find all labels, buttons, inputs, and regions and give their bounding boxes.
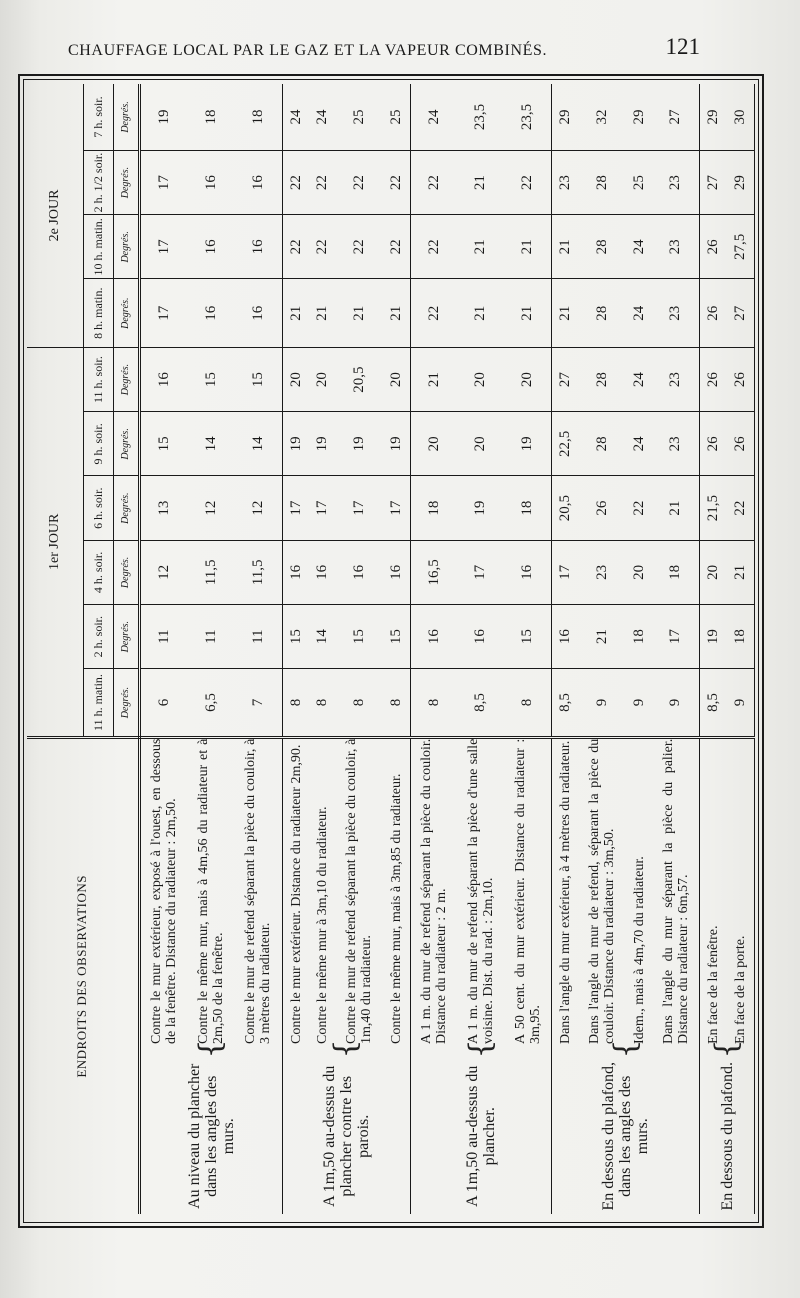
- temperature-cell: 12: [235, 476, 283, 540]
- temperature-cell: 11: [235, 605, 283, 669]
- temperature-cell: 21: [458, 279, 505, 347]
- unit-label: Degrés.: [113, 669, 139, 737]
- temperature-cell: 26: [727, 347, 754, 411]
- temperature-cell: 21: [410, 347, 458, 411]
- temperature-cell: 28: [579, 150, 626, 214]
- temperature-cell: 18: [727, 605, 754, 669]
- temperature-cell: 20: [383, 347, 410, 411]
- location-description: Dans l'angle du mur séparant la pièce du palier. Distance du radiateur : 6m,57.: [652, 737, 700, 1044]
- temperature-cell: 24: [626, 412, 652, 476]
- temperature-cell: 20: [310, 347, 336, 411]
- temperature-cell: 16: [188, 150, 235, 214]
- temperature-cell: 16: [235, 279, 283, 347]
- temperature-cell: 19: [383, 412, 410, 476]
- unit-label: Degrés.: [113, 540, 139, 604]
- header-day-1: 1er JOUR: [27, 347, 83, 737]
- temperature-cell: 15: [504, 605, 552, 669]
- page-header: [60, 34, 700, 66]
- page-number: 121: [665, 34, 700, 59]
- group-brace: {: [282, 1044, 410, 1059]
- unit-label: Degrés.: [113, 215, 139, 279]
- location-description: Contre le mur de refend séparant la pièce du couloir, à 1m,40 du radiateur.: [336, 737, 383, 1044]
- unit-label: Degrés.: [113, 279, 139, 347]
- temperature-cell: 16: [504, 540, 552, 604]
- temperature-cell: 16: [282, 540, 309, 604]
- header-time-5: 11 h. soir.: [83, 347, 113, 411]
- temperature-cell: 24: [287, 109, 304, 125]
- temperature-cell: 21: [336, 279, 383, 347]
- temperature-cell: 18: [410, 476, 458, 540]
- group-brace: {: [410, 1044, 552, 1059]
- temperature-cell: 21: [458, 215, 505, 279]
- temperature-cell: 23: [652, 412, 700, 476]
- temperature-cell: 20,5: [336, 347, 383, 411]
- temperature-cell: 22: [410, 279, 458, 347]
- header-time-6: 8 h. matin.: [83, 279, 113, 347]
- unit-label: Degrés.: [113, 476, 139, 540]
- temperature-cell: 22: [383, 150, 410, 214]
- temperature-cell: 15: [139, 412, 188, 476]
- temperature-cell: 26: [700, 347, 727, 411]
- temperature-cell: 19: [310, 412, 336, 476]
- temperature-cell: 16,5: [410, 540, 458, 604]
- temperature-cell: 21: [652, 476, 700, 540]
- header-day-2: 2e JOUR: [27, 84, 83, 347]
- temperature-cell: 23: [652, 347, 700, 411]
- temperature-cell: 29: [727, 150, 754, 214]
- temperature-cell: 18: [504, 476, 552, 540]
- observations-table: [27, 84, 755, 1214]
- temperature-cell: 20: [700, 540, 727, 604]
- temperature-cell: 27: [652, 84, 700, 150]
- temperature-cell: 23: [652, 150, 700, 214]
- group-label: A 1m,50 au-dessus du plancher.: [410, 1059, 552, 1214]
- location-description: Contre le même mur à 3m,10 du radiateur.: [310, 737, 336, 1044]
- temperature-cell: 8,5: [700, 669, 727, 737]
- group-label: Au niveau du plancher dans les angles des murs.: [139, 1059, 282, 1214]
- temperature-cell: 14: [310, 605, 336, 669]
- temperature-cell: 9: [727, 669, 754, 737]
- temperature-cell: 13: [139, 476, 188, 540]
- temperature-cell: 18: [652, 540, 700, 604]
- temperature-cell: 22: [336, 150, 383, 214]
- header-time-1: 2 h. soir.: [83, 605, 113, 669]
- header-time-7: 10 h. matin.: [83, 215, 113, 279]
- temperature-cell: 20: [458, 347, 505, 411]
- header-places: ENDROITS DES OBSERVATIONS: [27, 737, 139, 1214]
- header-time-4: 9 h. soir.: [83, 412, 113, 476]
- temperature-cell: 21: [458, 150, 505, 214]
- temperature-cell: 21: [504, 279, 552, 347]
- location-description: Contre le mur de refend séparant la pièce du couloir, à 3 mètres du radiateur.: [235, 737, 283, 1044]
- temperature-cell: 15: [336, 605, 383, 669]
- temperature-cell: 21: [579, 605, 626, 669]
- location-description: En face de la porte.: [727, 737, 754, 1044]
- temperature-cell: 22,5: [552, 412, 579, 476]
- group-label: A 1m,50 au-dessus du plancher contre les parois.: [282, 1059, 410, 1214]
- temperature-cell: 24: [425, 109, 442, 125]
- header-time-3: 6 h. soir.: [83, 476, 113, 540]
- temperature-cell: 22: [310, 215, 336, 279]
- group-label: En dessous du plafond.: [700, 1059, 755, 1214]
- temperature-cell: 20: [626, 540, 652, 604]
- header-time-2: 4 h. soir.: [83, 540, 113, 604]
- location-description: Contre le même mur, mais à 4m,56 du radiateur et à 2m,50 de la fenêtre.: [188, 737, 235, 1044]
- rotated-table-container: [27, 84, 755, 1214]
- temperature-cell: 19: [504, 412, 552, 476]
- temperature-cell: 17: [282, 476, 309, 540]
- temperature-cell: 23,5: [504, 84, 552, 150]
- group-brace: {: [700, 1044, 755, 1059]
- temperature-cell: 29: [557, 109, 574, 125]
- temperature-cell: 22: [336, 215, 383, 279]
- temperature-cell: 21: [727, 540, 754, 604]
- temperature-cell: 16: [310, 540, 336, 604]
- temperature-cell: 8: [282, 669, 309, 737]
- temperature-cell: 23: [552, 150, 579, 214]
- temperature-cell: 17: [552, 540, 579, 604]
- location-description: Contre le mur extérieur. Distance du radiateur 2m,90.: [282, 737, 309, 1044]
- temperature-cell: 22: [282, 215, 309, 279]
- temperature-cell: 21: [310, 279, 336, 347]
- temperature-cell: 15: [235, 347, 283, 411]
- temperature-cell: 22: [410, 150, 458, 214]
- temperature-cell: 32: [593, 109, 610, 125]
- temperature-cell: 11,5: [188, 540, 235, 604]
- temperature-cell: 22: [410, 215, 458, 279]
- temperature-cell: 9: [626, 669, 652, 737]
- header-time-9: 7 h. soir.: [83, 84, 113, 150]
- temperature-cell: 19: [282, 412, 309, 476]
- temperature-cell: 16: [410, 605, 458, 669]
- temperature-cell: 22: [383, 215, 410, 279]
- temperature-cell: 20,5: [552, 476, 579, 540]
- unit-label: Degrés.: [113, 347, 139, 411]
- temperature-cell: 8: [310, 669, 336, 737]
- group-brace: {: [139, 1044, 282, 1059]
- temperature-cell: 17: [139, 215, 188, 279]
- temperature-cell: 16: [336, 540, 383, 604]
- temperature-cell: 22: [310, 150, 336, 214]
- temperature-cell: 18: [626, 605, 652, 669]
- temperature-cell: 8: [504, 669, 552, 737]
- temperature-cell: 17: [139, 150, 188, 214]
- temperature-cell: 29: [705, 109, 722, 125]
- unit-label: Degrés.: [113, 605, 139, 669]
- temperature-cell: 22: [626, 476, 652, 540]
- table-row: [139, 84, 188, 1214]
- temperature-cell: 25: [350, 109, 367, 125]
- location-description: En face de la fenêtre.: [700, 737, 727, 1044]
- temperature-cell: 21: [552, 279, 579, 347]
- location-description: Dans l'angle du mur de refend, séparant la pièce du couloir. Distance du radiateur : 3m,50.: [579, 737, 626, 1044]
- temperature-cell: 21: [504, 215, 552, 279]
- header-time-8: 2 h. 1/2 soir.: [83, 150, 113, 214]
- temperature-cell: 21: [552, 215, 579, 279]
- temperature-cell: 11: [188, 605, 235, 669]
- temperature-cell: 23: [652, 279, 700, 347]
- temperature-cell: 16: [188, 215, 235, 279]
- temperature-cell: 17: [336, 476, 383, 540]
- temperature-cell: 26: [727, 412, 754, 476]
- location-description: A 50 cent. du mur extérieur. Distance du radiateur : 3m,95.: [504, 737, 552, 1044]
- temperature-cell: 27,5: [727, 215, 754, 279]
- temperature-cell: 17: [310, 476, 336, 540]
- temperature-cell: 11,5: [235, 540, 283, 604]
- temperature-cell: 18: [202, 109, 219, 125]
- temperature-cell: 17: [139, 279, 188, 347]
- temperature-cell: 8: [410, 669, 458, 737]
- temperature-cell: 20: [458, 412, 505, 476]
- temperature-cell: 20: [410, 412, 458, 476]
- temperature-cell: 22: [504, 150, 552, 214]
- temperature-cell: 12: [188, 476, 235, 540]
- temperature-cell: 20: [282, 347, 309, 411]
- temperature-cell: 20: [504, 347, 552, 411]
- temperature-cell: 21,5: [700, 476, 727, 540]
- temperature-cell: 16: [139, 347, 188, 411]
- temperature-cell: 9: [652, 669, 700, 737]
- temperature-cell: 16: [188, 279, 235, 347]
- temperature-cell: 22: [727, 476, 754, 540]
- temperature-cell: 6,5: [188, 669, 235, 737]
- temperature-cell: 26: [700, 279, 727, 347]
- temperature-cell: 8,5: [458, 669, 505, 737]
- temperature-cell: 21: [383, 279, 410, 347]
- temperature-cell: 23,5: [472, 103, 489, 131]
- temperature-cell: 15: [383, 605, 410, 669]
- temperature-cell: 29: [630, 109, 647, 125]
- temperature-cell: 8: [336, 669, 383, 737]
- unit-label: Degrés.: [113, 150, 139, 214]
- header-time-0: 11 h. matin.: [83, 669, 113, 737]
- temperature-cell: 28: [579, 412, 626, 476]
- location-description: A 1 m. du mur de refend séparant la pièce du couloir. Distance du radiateur : 2 m.: [410, 737, 458, 1044]
- temperature-cell: 26: [700, 215, 727, 279]
- group-label: En dessous du plafond, dans les angles des murs.: [552, 1059, 700, 1214]
- temperature-cell: 24: [314, 109, 331, 125]
- location-description: A 1 m. du mur de refend séparant la pièce d'une salle voisine. Dist. du rad. : 2m,10.: [458, 737, 505, 1044]
- temperature-cell: 28: [579, 215, 626, 279]
- temperature-cell: 16: [552, 605, 579, 669]
- temperature-cell: 8: [383, 669, 410, 737]
- temperature-cell: 19: [700, 605, 727, 669]
- temperature-cell: 18: [235, 84, 283, 150]
- table-row: [552, 84, 579, 1214]
- temperature-cell: 19: [336, 412, 383, 476]
- temperature-cell: 16: [235, 215, 283, 279]
- temperature-cell: 17: [383, 476, 410, 540]
- temperature-cell: 14: [235, 412, 283, 476]
- temperature-cell: 25: [626, 150, 652, 214]
- temperature-cell: 16: [458, 605, 505, 669]
- table-row: [282, 84, 309, 1214]
- location-description: Idem., mais à 4m,70 du radiateur.: [626, 737, 652, 1044]
- temperature-cell: 7: [235, 669, 283, 737]
- temperature-cell: 12: [139, 540, 188, 604]
- temperature-cell: 14: [188, 412, 235, 476]
- temperature-cell: 17: [458, 540, 505, 604]
- temperature-cell: 11: [139, 605, 188, 669]
- temperature-cell: 25: [383, 84, 410, 150]
- location-description: Contre le même mur, mais à 3m,85 du radiateur.: [383, 737, 410, 1044]
- temperature-cell: 19: [458, 476, 505, 540]
- temperature-cell: 15: [282, 605, 309, 669]
- temperature-cell: 22: [282, 150, 309, 214]
- temperature-cell: 30: [727, 84, 754, 150]
- temperature-cell: 21: [282, 279, 309, 347]
- temperature-cell: 24: [626, 215, 652, 279]
- temperature-cell: 16: [235, 150, 283, 214]
- temperature-cell: 15: [188, 347, 235, 411]
- table-row: [700, 84, 727, 1214]
- temperature-cell: 6: [139, 669, 188, 737]
- temperature-cell: 24: [626, 279, 652, 347]
- temperature-cell: 26: [579, 476, 626, 540]
- temperature-cell: 23: [579, 540, 626, 604]
- temperature-cell: 24: [626, 347, 652, 411]
- temperature-cell: 27: [700, 150, 727, 214]
- running-title: CHAUFFAGE LOCAL PAR LE GAZ ET LA VAPEUR COMBINÉS.: [68, 42, 548, 59]
- location-description: Contre le mur extérieur, exposé à l'ouest, en dessous de la fenêtre. Distance du radiateur : 2m,50.: [139, 737, 188, 1044]
- temperature-cell: 8,5: [552, 669, 579, 737]
- location-description: Dans l'angle du mur extérieur, à 4 mètres du radiateur.: [552, 737, 579, 1044]
- temperature-cell: 26: [700, 412, 727, 476]
- temperature-cell: 23: [652, 215, 700, 279]
- temperature-cell: 17: [652, 605, 700, 669]
- unit-label: Degrés.: [113, 84, 139, 150]
- temperature-cell: 19: [155, 109, 172, 125]
- temperature-cell: 28: [579, 347, 626, 411]
- unit-label: Degrés.: [113, 412, 139, 476]
- group-brace: {: [552, 1044, 700, 1059]
- temperature-cell: 27: [552, 347, 579, 411]
- temperature-cell: 28: [579, 279, 626, 347]
- temperature-cell: 9: [579, 669, 626, 737]
- temperature-cell: 16: [383, 540, 410, 604]
- table-row: [410, 84, 458, 1214]
- temperature-cell: 27: [727, 279, 754, 347]
